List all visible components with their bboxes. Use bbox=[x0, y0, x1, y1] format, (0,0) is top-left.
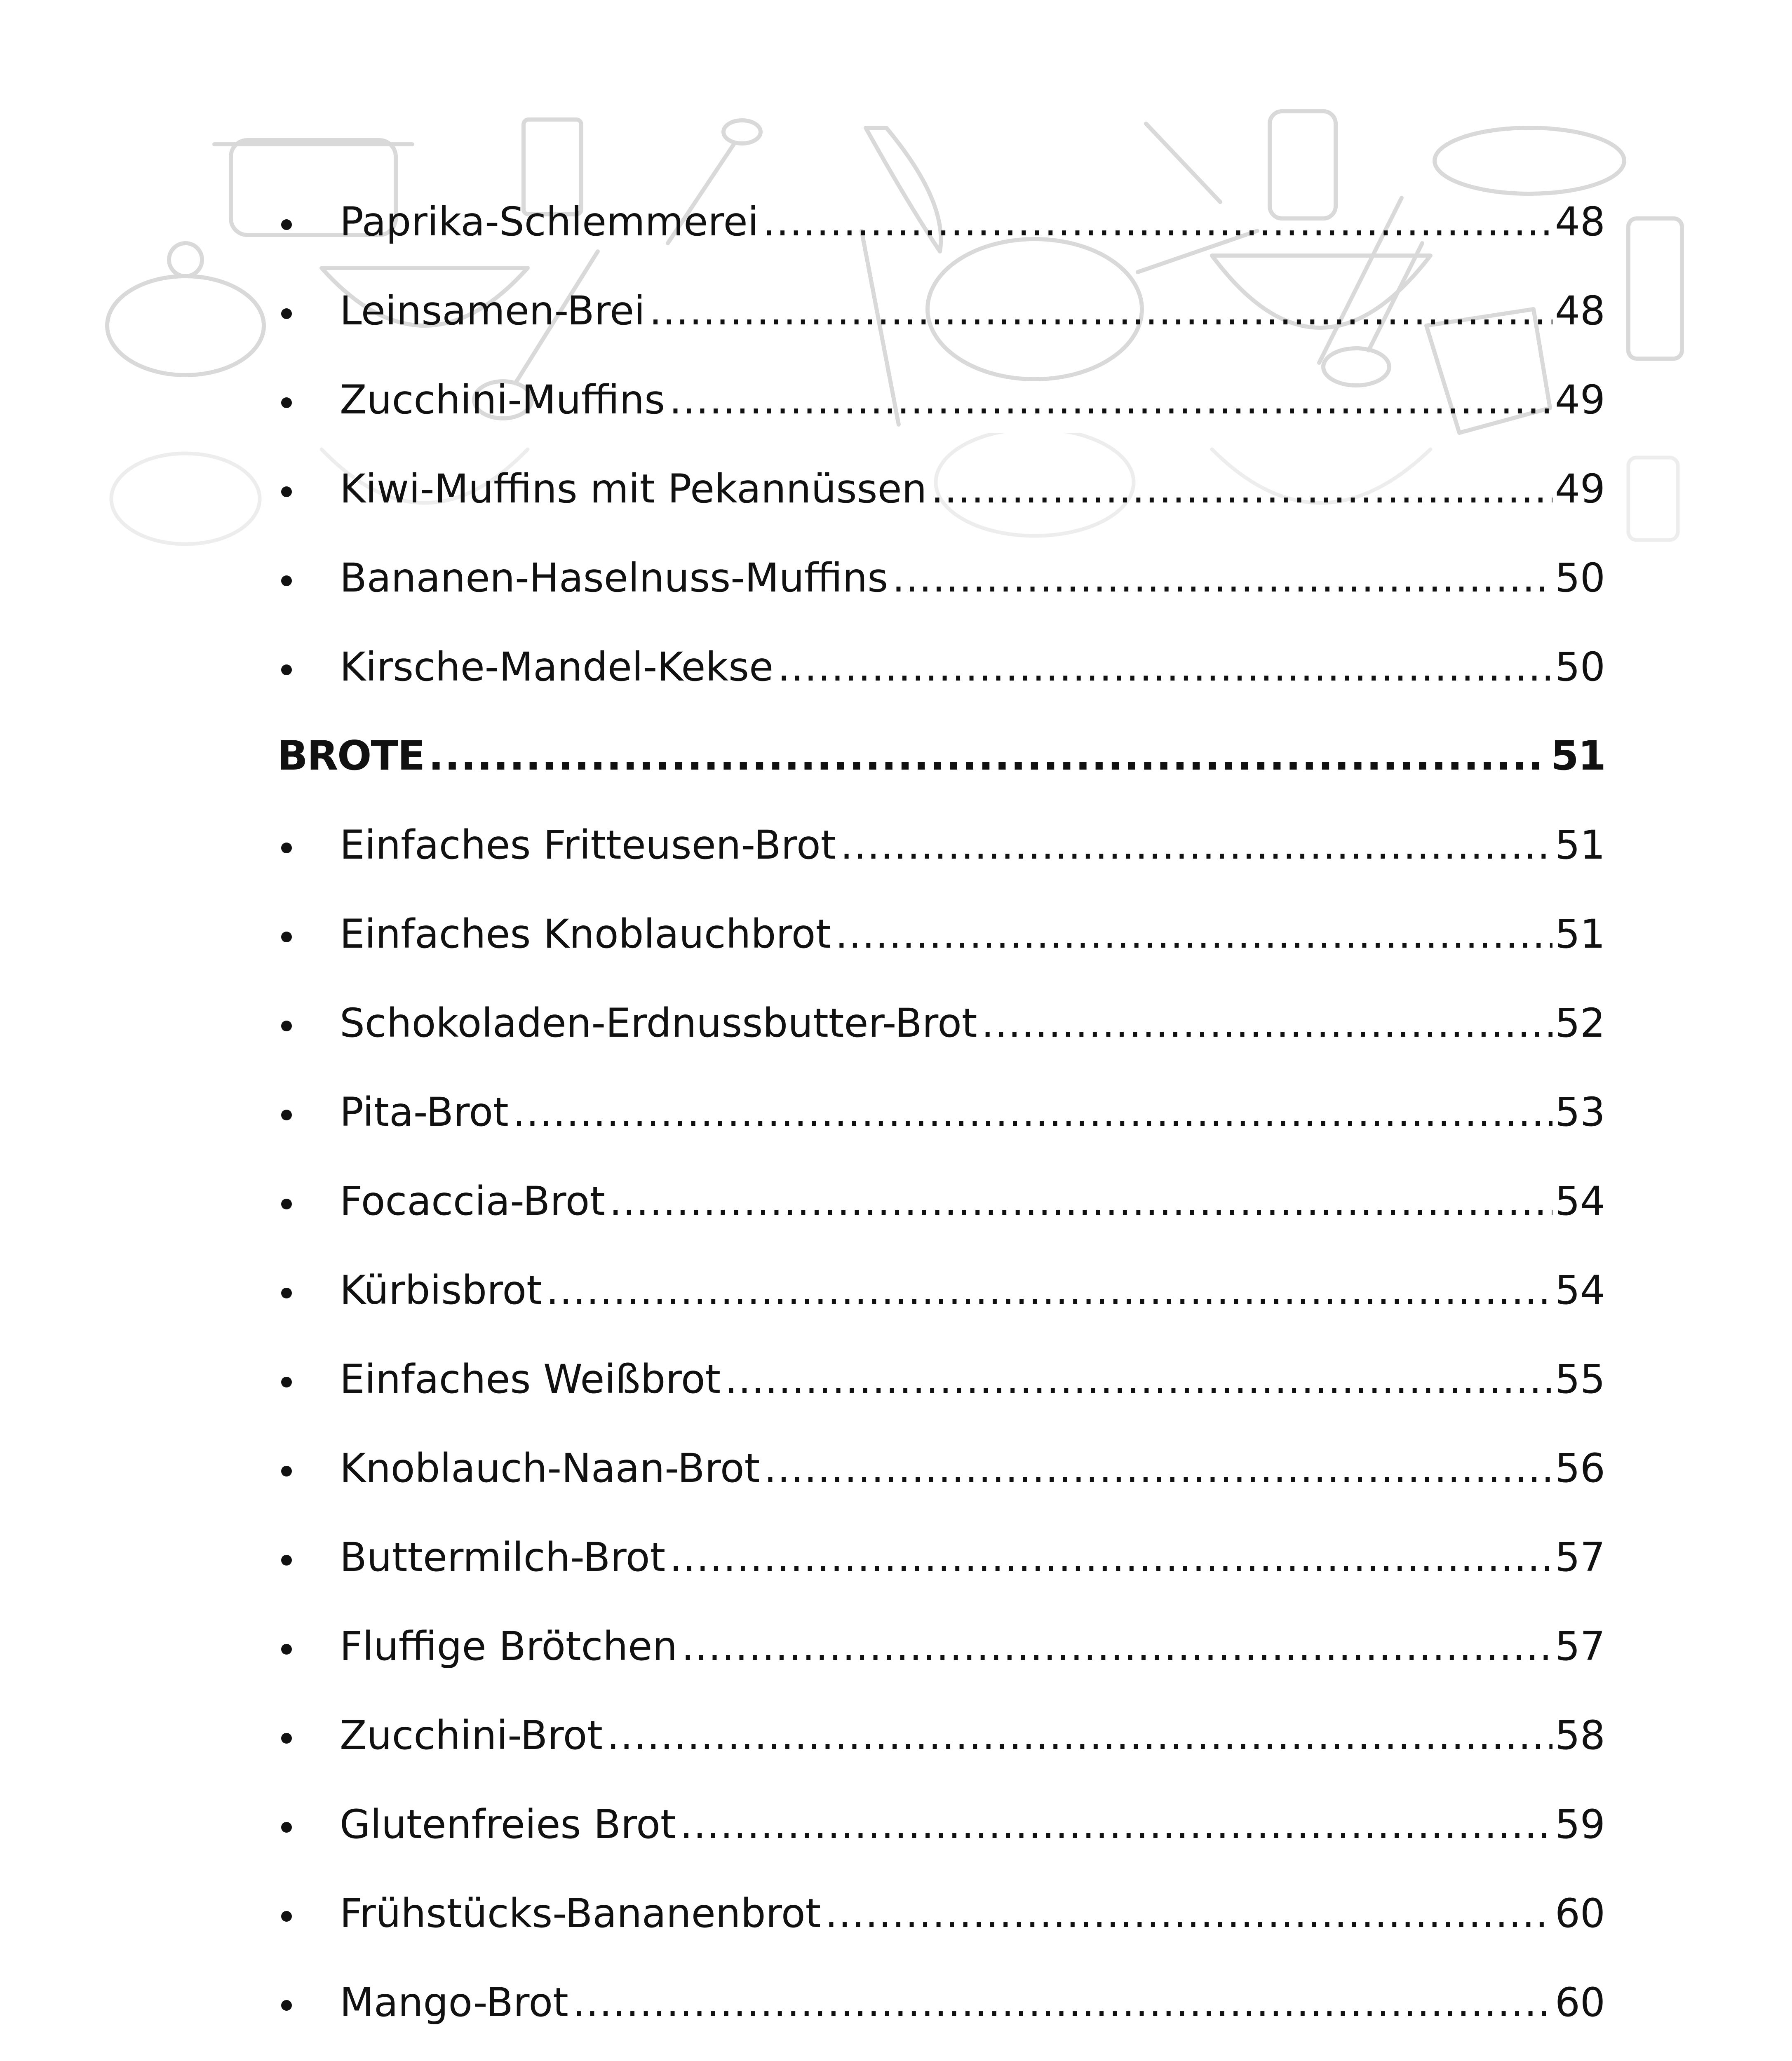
toc-entry[interactable] bbox=[277, 979, 1605, 1068]
toc-entry-title: Fluffige Brötchen bbox=[340, 1623, 678, 1669]
bullet-icon bbox=[281, 397, 292, 408]
toc-entry[interactable] bbox=[277, 1869, 1605, 1958]
dot-leader bbox=[825, 1894, 1552, 1933]
dot-leader bbox=[669, 380, 1552, 420]
toc-page-number: 55 bbox=[1555, 1356, 1605, 1402]
toc-entry-title: Schokoladen-Erdnussbutter-Brot bbox=[340, 1000, 977, 1046]
toc-entry-title: Glutenfreies Brot bbox=[340, 1801, 676, 1847]
dot-leader bbox=[840, 825, 1552, 865]
toc-entry-title: Focaccia-Brot bbox=[340, 1178, 606, 1224]
toc-entry-title: Leinsamen-Brei bbox=[340, 288, 645, 334]
bullet-icon bbox=[281, 843, 292, 853]
toc-entry-title: Kürbisbrot bbox=[340, 1267, 542, 1313]
dot-leader bbox=[763, 202, 1552, 242]
dot-leader bbox=[764, 1448, 1552, 1488]
bullet-icon bbox=[281, 1555, 292, 1566]
toc-entry[interactable] bbox=[277, 2047, 1605, 2061]
toc-page-number: 57 bbox=[1555, 1623, 1605, 1669]
toc-entry[interactable] bbox=[277, 1157, 1605, 1246]
toc-entry-title: Knoblauch-Naan-Brot bbox=[340, 1445, 760, 1491]
dot-leader bbox=[892, 558, 1552, 598]
dot-leader bbox=[546, 1270, 1552, 1310]
bullet-icon bbox=[281, 1377, 292, 1387]
toc-entry-title: Mango-Brot bbox=[340, 1979, 568, 2026]
toc-page-number: 52 bbox=[1555, 1000, 1605, 1046]
dot-leader bbox=[982, 1003, 1552, 1043]
toc-entry[interactable] bbox=[277, 1513, 1605, 1602]
dot-leader bbox=[609, 1181, 1552, 1221]
toc-page-number: 48 bbox=[1555, 199, 1605, 245]
bullet-icon bbox=[281, 1466, 292, 1477]
toc-entry-title: Bananen-Haselnuss-Muffins bbox=[340, 555, 888, 601]
toc-page-number: 51 bbox=[1555, 911, 1605, 957]
toc-entry-title: Einfaches Knoblauchbrot bbox=[340, 911, 831, 957]
toc-entry[interactable] bbox=[277, 1958, 1605, 2047]
bullet-icon bbox=[281, 1021, 292, 1031]
toc-page-number: 50 bbox=[1555, 555, 1605, 601]
dot-leader bbox=[513, 1092, 1552, 1132]
toc-entry[interactable] bbox=[277, 1602, 1605, 1691]
bullet-icon bbox=[281, 1822, 292, 1833]
toc-page-number: 51 bbox=[1555, 822, 1605, 868]
dot-leader bbox=[681, 1627, 1552, 1666]
dot-leader bbox=[649, 291, 1552, 331]
table-of-contents bbox=[277, 177, 1605, 2061]
toc-page-number: 53 bbox=[1555, 1089, 1605, 1135]
toc-entry-title: Einfaches Fritteusen-Brot bbox=[340, 822, 836, 868]
toc-entry[interactable] bbox=[277, 1068, 1605, 1157]
dot-leader bbox=[725, 1359, 1552, 1399]
toc-page-number: 56 bbox=[1555, 1445, 1605, 1491]
toc-entry[interactable] bbox=[277, 1424, 1605, 1513]
toc-page-number: 54 bbox=[1555, 1267, 1605, 1313]
toc-page-number: 49 bbox=[1555, 377, 1605, 423]
dot-leader bbox=[607, 1716, 1552, 1755]
bullet-icon bbox=[281, 219, 292, 230]
toc-page-number: 60 bbox=[1555, 1979, 1605, 2026]
bullet-icon bbox=[281, 1110, 292, 1120]
toc-page-number: 60 bbox=[1555, 1890, 1605, 1937]
bullet-icon bbox=[281, 932, 292, 942]
toc-entry[interactable] bbox=[277, 1780, 1605, 1869]
toc-page-number: 48 bbox=[1555, 288, 1605, 334]
toc-entry[interactable] bbox=[277, 533, 1605, 622]
toc-entry-title: Pita-Brot bbox=[340, 1089, 509, 1135]
dot-leader bbox=[428, 736, 1548, 776]
bullet-icon bbox=[281, 664, 292, 675]
bullet-icon bbox=[281, 1288, 292, 1298]
bullet-icon bbox=[281, 575, 292, 586]
toc-entry-title: Kirsche-Mandel-Kekse bbox=[340, 644, 774, 690]
dot-leader bbox=[680, 1805, 1552, 1844]
toc-entry-title: Frühstücks-Bananenbrot bbox=[340, 1890, 821, 1937]
toc-entry[interactable] bbox=[277, 1246, 1605, 1335]
toc-section-heading[interactable] bbox=[277, 711, 1605, 800]
dot-leader bbox=[835, 914, 1552, 954]
toc-entry-title: Paprika-Schlemmerei bbox=[340, 199, 759, 245]
toc-entry[interactable] bbox=[277, 355, 1605, 444]
toc-entry[interactable] bbox=[277, 800, 1605, 890]
toc-page-number: 58 bbox=[1555, 1712, 1605, 1758]
toc-entry[interactable] bbox=[277, 177, 1605, 266]
toc-page-number: 49 bbox=[1555, 466, 1605, 512]
toc-entry[interactable] bbox=[277, 444, 1605, 533]
toc-entry-title: Kiwi-Muffins mit Pekannüssen bbox=[340, 466, 927, 512]
toc-entry-title: Einfaches Weißbrot bbox=[340, 1356, 721, 1402]
bullet-icon bbox=[281, 486, 292, 497]
toc-page-number: 54 bbox=[1555, 1178, 1605, 1224]
dot-leader bbox=[573, 1983, 1552, 2022]
toc-entry[interactable] bbox=[277, 1335, 1605, 1424]
bullet-icon bbox=[281, 2000, 292, 2011]
bullet-icon bbox=[281, 1733, 292, 1744]
toc-page-number: 57 bbox=[1555, 1534, 1605, 1580]
dot-leader bbox=[777, 647, 1552, 687]
bullet-icon bbox=[281, 1199, 292, 1209]
toc-entry[interactable] bbox=[277, 1691, 1605, 1780]
toc-entry-title: Zucchini-Brot bbox=[340, 1712, 603, 1758]
toc-entry[interactable] bbox=[277, 266, 1605, 355]
toc-page-number: 50 bbox=[1555, 644, 1605, 690]
toc-page-number: 51 bbox=[1550, 732, 1605, 779]
dot-leader bbox=[669, 1538, 1552, 1577]
bullet-icon bbox=[281, 308, 292, 319]
toc-entry[interactable] bbox=[277, 890, 1605, 979]
toc-entry[interactable] bbox=[277, 622, 1605, 711]
toc-entry-title: Buttermilch-Brot bbox=[340, 1534, 666, 1580]
bullet-icon bbox=[281, 1911, 292, 1922]
toc-entry-title: Zucchini-Muffins bbox=[340, 377, 665, 423]
bullet-icon bbox=[281, 1644, 292, 1655]
toc-page-number: 59 bbox=[1555, 1801, 1605, 1847]
toc-entry-title: BROTE bbox=[277, 732, 425, 779]
dot-leader bbox=[931, 469, 1552, 509]
